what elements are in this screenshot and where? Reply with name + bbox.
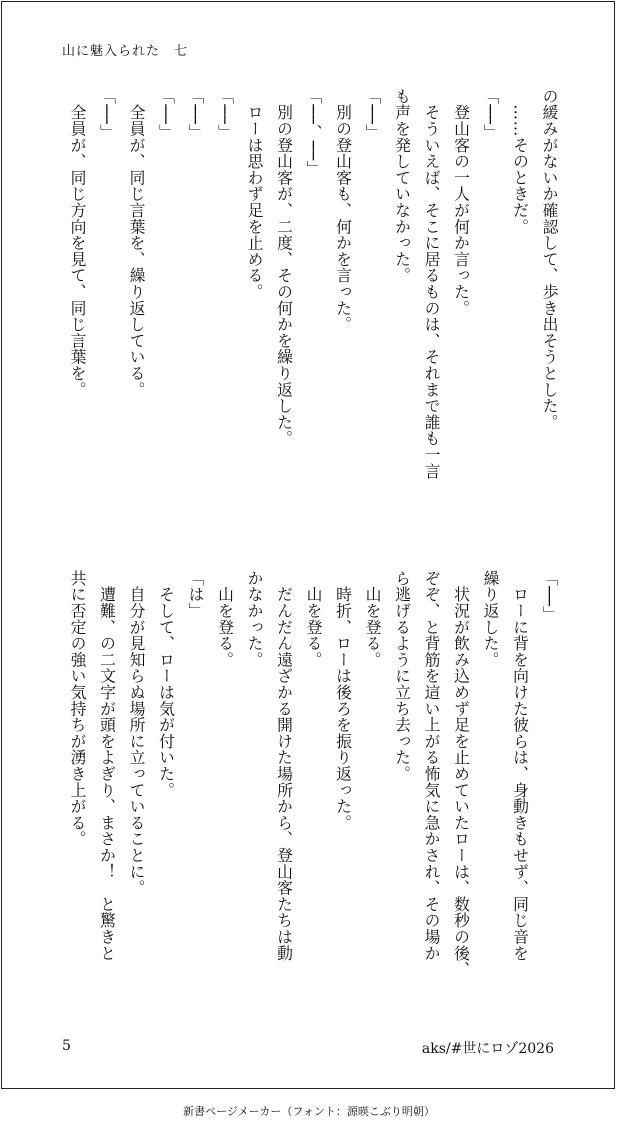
generator-caption: 新書ページメーカー（フォント：源暎こぶり明朝） bbox=[183, 1105, 435, 1118]
running-title: 山に魅入られた 七 bbox=[62, 44, 189, 59]
text-block-top bbox=[59, 88, 564, 493]
text-line: 「──」 bbox=[156, 88, 176, 141]
text-line: 「──」 bbox=[363, 88, 382, 141]
text-line: も声を発していなかった。 bbox=[392, 88, 412, 284]
text-line: 全員が、同じ言葉を、繰り返している。 bbox=[127, 88, 146, 398]
text-line: 状況が飲み込めず足を止めていたローは、数秒の後、 bbox=[451, 570, 471, 978]
text-line: 「──」 bbox=[97, 88, 117, 141]
text-line: そして、ローは気が付いた。 bbox=[156, 570, 176, 799]
text-line: 「──」 bbox=[215, 88, 235, 141]
text-line: 山を登る。 bbox=[304, 570, 323, 668]
text-line: 時折、ローは後ろを振り返った。 bbox=[333, 570, 353, 831]
text-line: かなかった。 bbox=[245, 570, 264, 668]
text-line: 「──」 bbox=[540, 570, 559, 623]
text-line: の緩みがないか確認して、歩き出そうとした。 bbox=[540, 88, 559, 431]
text-line: ローに背を向けた彼らは、身動きもせず、同じ音を bbox=[510, 570, 530, 962]
text-line: 繰り返した。 bbox=[481, 570, 500, 668]
text-line: 「──」 bbox=[186, 88, 205, 141]
text-line: 全員が、同じ方向を見て、同じ言葉を。 bbox=[68, 88, 87, 398]
text-line: 「──、──」 bbox=[304, 88, 323, 177]
author-credit: aks/#世にロゾ2026 bbox=[421, 1041, 554, 1057]
text-line: ら逃げるように立ち去った。 bbox=[392, 570, 412, 782]
text-line: 別の登山客が、二度、その何かを繰り返した。 bbox=[274, 88, 294, 447]
text-line: そういえば、そこに居るものは、それまで誰も一言 bbox=[422, 88, 441, 480]
text-line: 山を登る。 bbox=[363, 570, 382, 668]
text-line: だんだん遠ざかる開けた場所から、登山客たちは動 bbox=[274, 570, 294, 962]
text-block-bottom bbox=[59, 570, 564, 1015]
text-line: 登山客の一人が何か言った。 bbox=[451, 88, 471, 317]
text-line: 遭難、の二文字が頭をよぎり、まさか！ と驚きと bbox=[97, 570, 117, 962]
text-line: 共に否定の強い気持ちが湧き上がる。 bbox=[68, 570, 87, 848]
text-line: ……そのときだ。 bbox=[510, 88, 530, 235]
text-line: 山を登る。 bbox=[215, 570, 235, 668]
text-line: 「──」 bbox=[481, 88, 500, 141]
text-line: 自分が見知らぬ場所に立っていることに。 bbox=[127, 570, 146, 896]
text-line: ローは思わず足を止める。 bbox=[245, 88, 264, 300]
page-number: 5 bbox=[62, 1038, 71, 1054]
text-line: 「は」 bbox=[186, 570, 205, 619]
text-line: ぞぞ、と背筋を這い上がる怖気に急かされ、その場か bbox=[422, 570, 441, 962]
page-frame bbox=[1, 1, 615, 1089]
text-line: 別の登山客も、何かを言った。 bbox=[333, 88, 353, 333]
